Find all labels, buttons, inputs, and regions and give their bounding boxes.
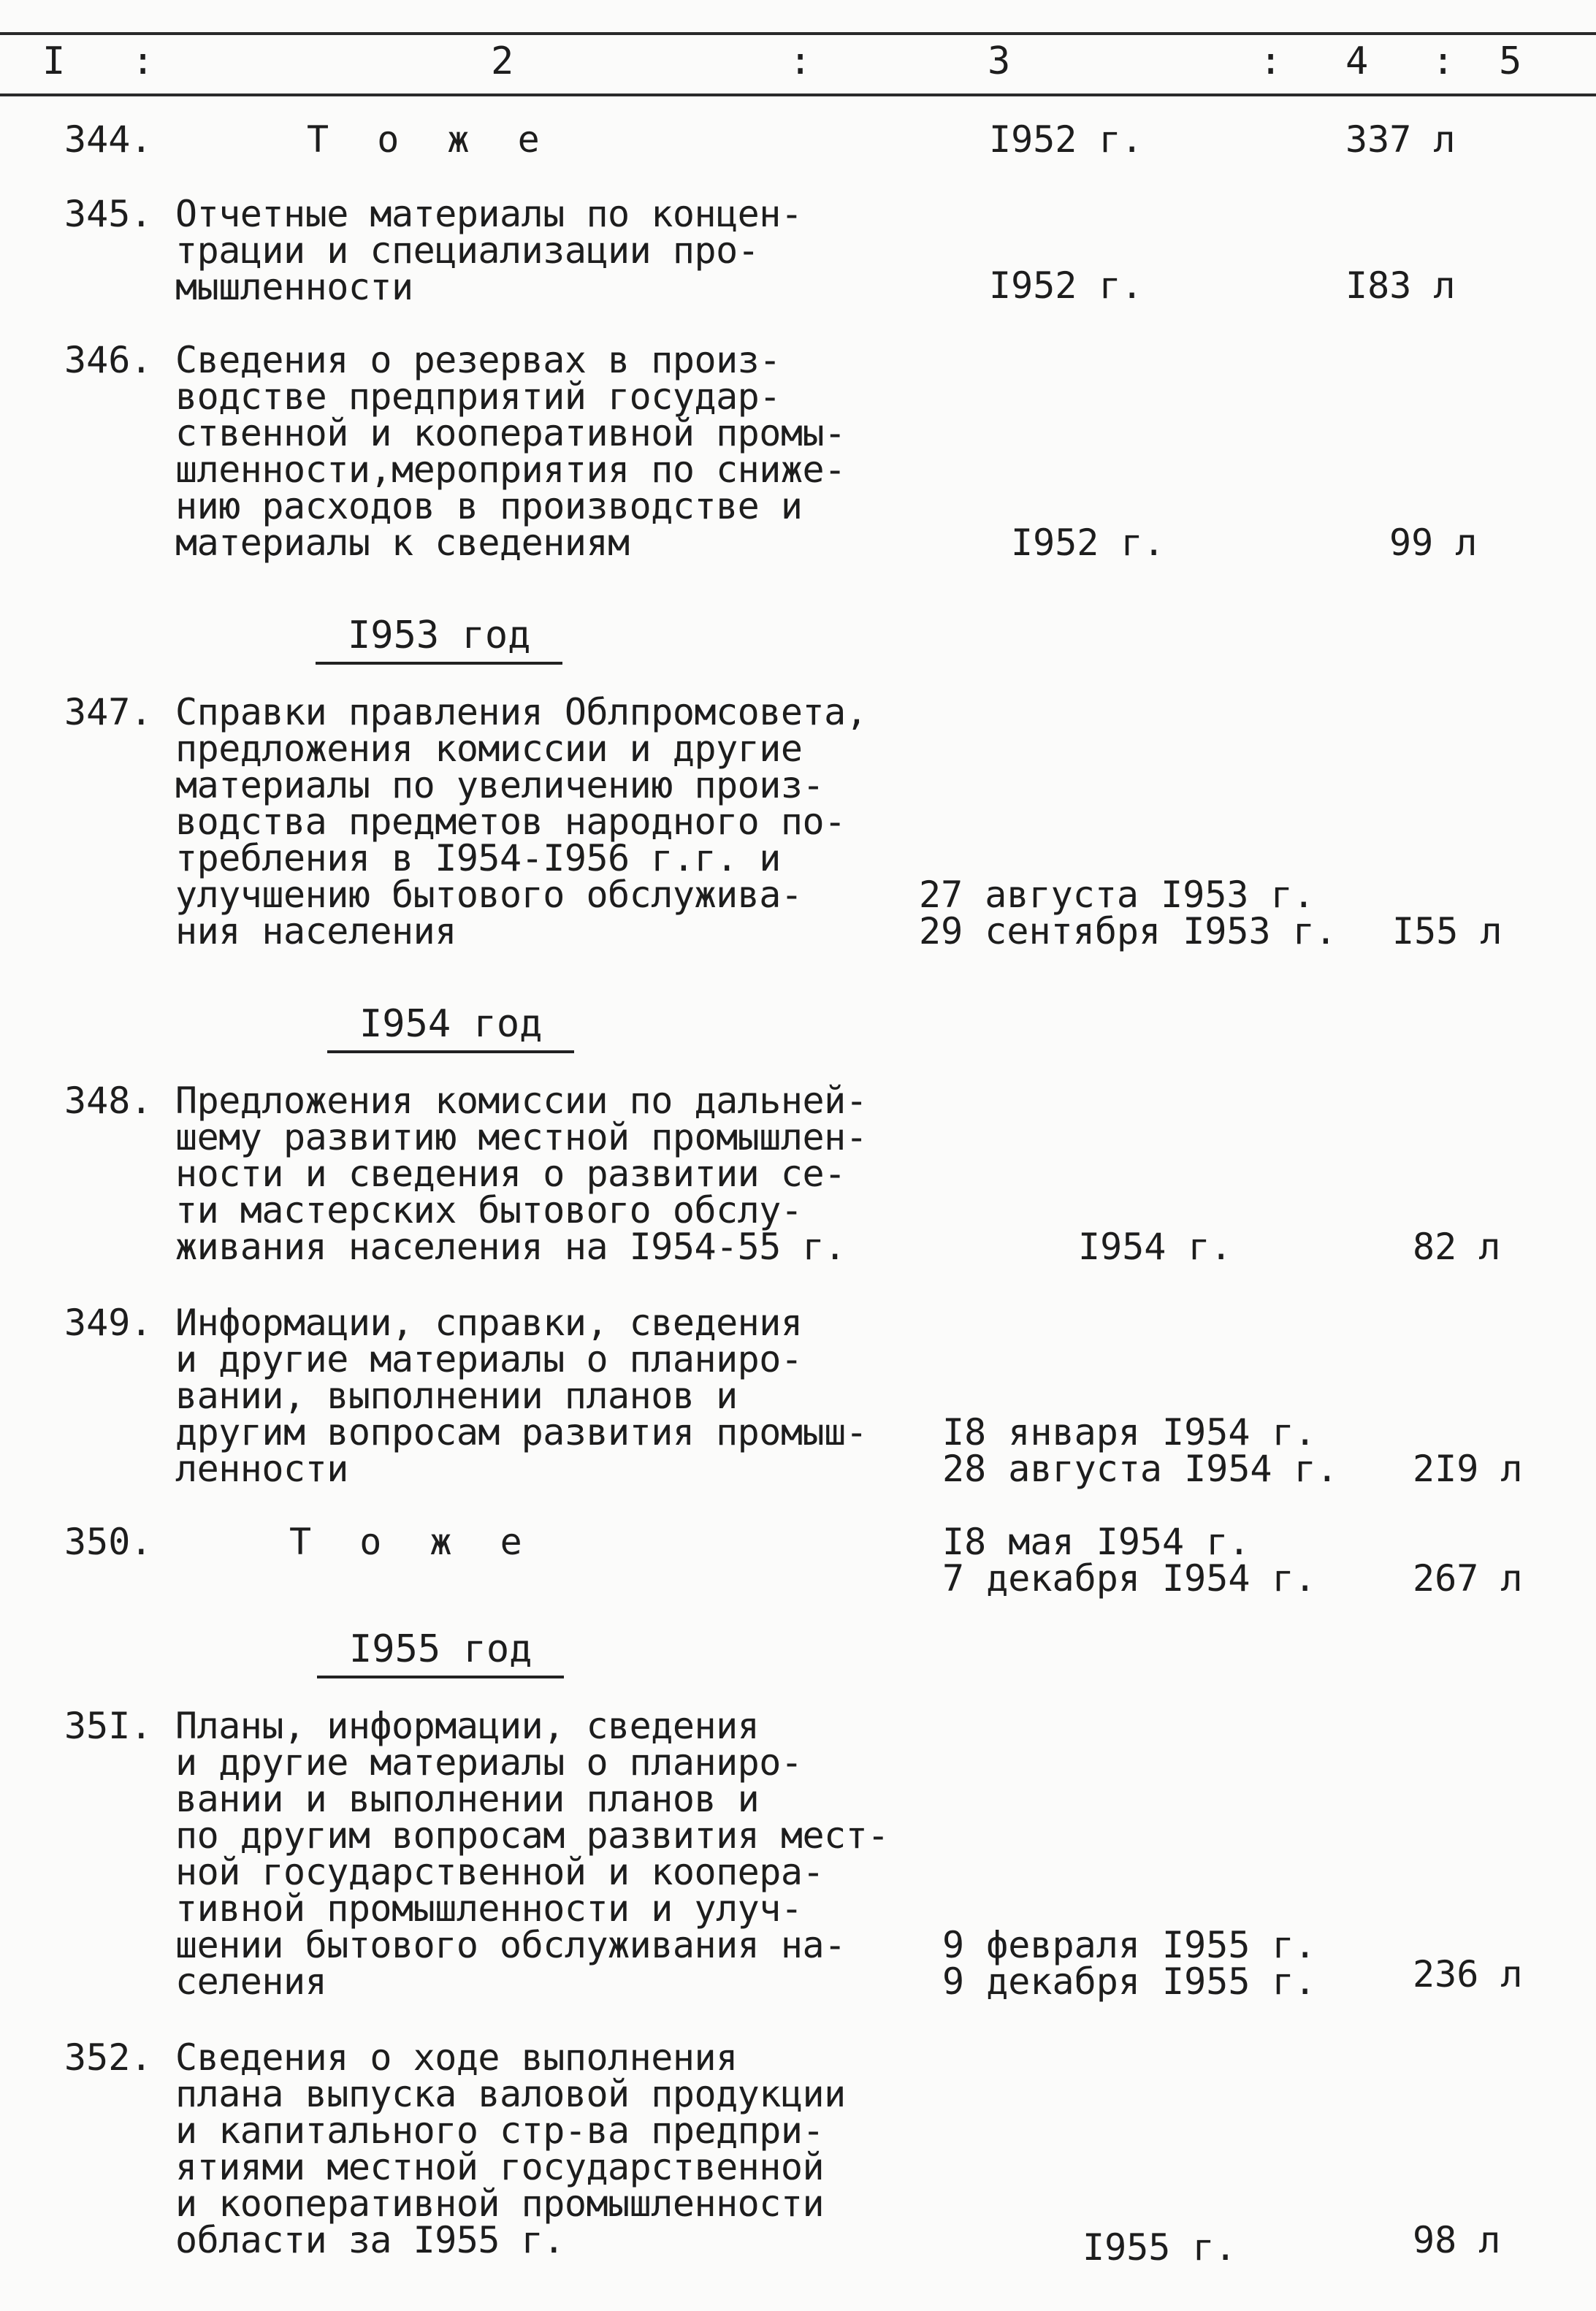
entry-dates: I8 января I954 г. 28 августа I954 г. (942, 1411, 1338, 1490)
entry-sheet-count: 98 л (1413, 2219, 1501, 2261)
column-separator: : (131, 39, 155, 83)
entry-description: Планы, информации, сведения и другие материалы о планиро- вании и выполнении планов и по другим вопросам развития мест- ной государственной и коопера- тивной промышленности и улуч- шении бытового обслуживания на- селения (175, 1705, 889, 2003)
column-header-5: 5 (1499, 39, 1522, 83)
entry-dates: 9 февраля I955 г. 9 декабря I955 г. (942, 1924, 1316, 2003)
entry-number: 346. (64, 339, 153, 381)
entry-number: 348. (64, 1080, 153, 1122)
entry-sheet-count: 267 л (1413, 1557, 1523, 1600)
entry-number: 344. (64, 118, 153, 161)
entry-number: 350. (64, 1521, 153, 1563)
entry-description: Сведения о резервах в произ- водстве предприятий государ- ственной и кооперативной промы- шленности,мероприятия по сниже- нию расходов в производстве и материалы к сведениям (175, 339, 846, 564)
entry-dates: I955 г. (1083, 2226, 1237, 2269)
entry-description: Информации, справки, сведения и другие материалы о планиро- вании, выполнении планов и другим вопросам развития промыш- ленности (175, 1302, 868, 1490)
entry-number: 349. (64, 1302, 153, 1344)
column-separator: : (1259, 39, 1283, 83)
entry-dates: I952 г. (989, 118, 1143, 161)
entry-dates: I952 г. (989, 264, 1143, 307)
header-top-rule (0, 32, 1596, 35)
entry-sheet-count: 2I9 л (1413, 1448, 1523, 1490)
entry-sheet-count: 99 л (1389, 522, 1478, 564)
entry-number: 352. (64, 2036, 153, 2079)
column-header-3: 3 (988, 39, 1011, 83)
entry-dates: I8 мая I954 г. 7 декабря I954 г. (942, 1521, 1316, 1600)
year-heading-1955: I955 год (317, 1630, 564, 1678)
column-separator: : (789, 39, 812, 83)
entry-sheet-count: 236 л (1413, 1953, 1523, 1995)
year-heading-1953: I953 год (316, 616, 562, 665)
column-separator: : (1432, 39, 1455, 83)
entry-dates: I952 г. (1011, 522, 1165, 564)
entry-description: Отчетные материалы по концен- трации и специализации про- мышленности (175, 193, 803, 308)
column-header-2: 2 (491, 39, 514, 83)
entry-description: Предложения комиссии по дальней- шему развитию местной промышлен- ности и сведения о развитии се- ти мастерских бытового обслу- живания населения на I954-55 г. (175, 1080, 868, 1268)
entry-number: 345. (64, 193, 153, 235)
column-header-4: 4 (1345, 39, 1369, 83)
entry-description: Справки правления Облпромсовета, предложения комиссии и другие материалы по увеличению произ- водства предметов народного по- требления в I954-I956 г.г. и улучшению бытового обслужива- ния населения (175, 691, 868, 952)
year-heading-1954: I954 год (327, 1005, 574, 1053)
entry-description: Т о ж е (307, 118, 553, 161)
column-header-1: I (42, 39, 66, 83)
entry-number: 347. (64, 691, 153, 733)
entry-description: Т о ж е (289, 1521, 535, 1563)
entry-sheet-count: I83 л (1345, 264, 1456, 307)
entry-sheet-count: 82 л (1413, 1226, 1501, 1268)
header-bottom-rule (0, 93, 1596, 96)
entry-description: Сведения о ходе выполнения плана выпуска валовой продукции и капитального стр-ва предпри- ятиями местной государственной и кооперативной промышленности области за I955 г. (175, 2036, 846, 2261)
entry-number: 35I. (64, 1705, 153, 1747)
entry-sheet-count: I55 л (1392, 910, 1503, 952)
entry-dates: I954 г. (1078, 1226, 1232, 1268)
entry-sheet-count: 337 л (1345, 118, 1456, 161)
entry-dates: 27 августа I953 г. 29 сентября I953 г. (919, 874, 1337, 952)
